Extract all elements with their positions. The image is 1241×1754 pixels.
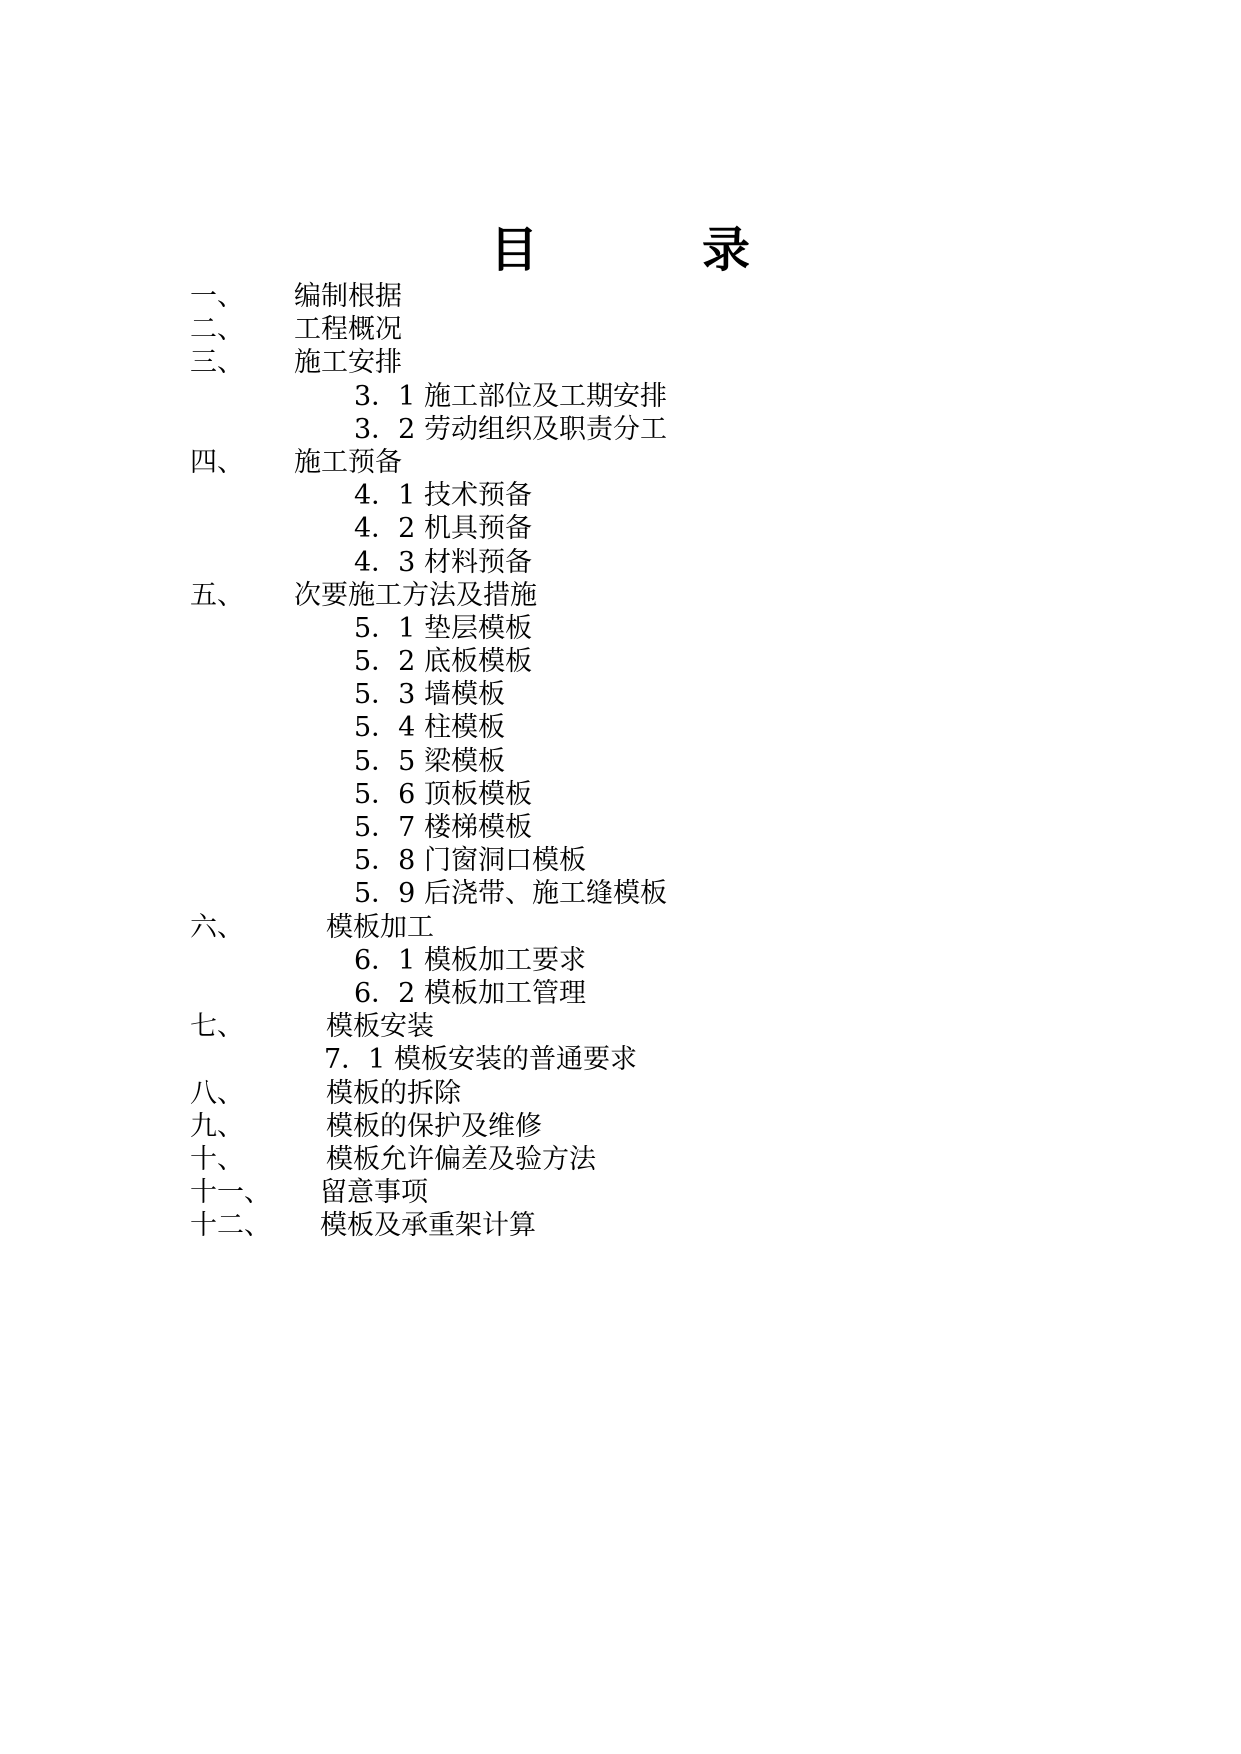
toc-subsection-title: 5．8 门窗洞口模板 xyxy=(354,845,586,877)
toc-section-number: 九、 xyxy=(190,1110,244,1142)
toc-section-title: 施工预备 xyxy=(294,446,402,478)
toc-subsection xyxy=(190,413,1090,446)
toc-section-title: 模板的保护及维修 xyxy=(326,1110,542,1142)
toc-section-title: 施工安排 xyxy=(294,347,402,379)
toc-subsection xyxy=(190,1043,1090,1076)
toc-section-title: 编制根据 xyxy=(294,281,402,312)
toc-section-title: 模板安装 xyxy=(326,1011,434,1043)
toc-section xyxy=(190,346,1090,379)
toc-subsection-title: 5．3 墙模板 xyxy=(354,679,505,711)
toc-subsection xyxy=(190,645,1090,678)
toc-section-number: 十一、 xyxy=(190,1177,271,1209)
toc-subsection-title: 4．1 技术预备 xyxy=(354,480,532,512)
toc-subsection-title: 5．4 柱模板 xyxy=(354,712,505,744)
toc-section-number: 十、 xyxy=(190,1143,244,1175)
toc-section xyxy=(190,313,1090,346)
toc-section-number: 一、 xyxy=(190,281,244,312)
toc-section-number: 十二、 xyxy=(190,1210,271,1242)
toc-subsection xyxy=(190,479,1090,512)
toc-section xyxy=(190,579,1090,612)
toc-section xyxy=(190,446,1090,479)
page-title xyxy=(490,222,770,278)
toc-section xyxy=(190,1209,1090,1242)
toc-subsection xyxy=(190,711,1090,744)
toc-subsection-title: 3．1 施工部位及工期安排 xyxy=(354,380,667,412)
table-of-contents xyxy=(190,280,1090,1242)
title-char-2: 录 xyxy=(702,222,751,278)
toc-subsection-title: 7．1 模板安装的普通要求 xyxy=(324,1044,637,1076)
toc-section xyxy=(190,1143,1090,1176)
toc-subsection xyxy=(190,612,1090,645)
toc-subsection xyxy=(190,678,1090,711)
toc-section xyxy=(190,1010,1090,1043)
toc-section xyxy=(190,911,1090,944)
toc-subsection xyxy=(190,944,1090,977)
toc-section-number: 六、 xyxy=(190,911,244,943)
toc-subsection-title: 5．9 后浇带、施工缝模板 xyxy=(354,878,667,910)
toc-section-number: 五、 xyxy=(190,579,244,611)
toc-subsection-title: 3．2 劳动组织及职责分工 xyxy=(354,413,667,445)
toc-section-number: 八、 xyxy=(190,1077,244,1109)
toc-subsection-title: 4．3 材料预备 xyxy=(354,546,532,578)
toc-section xyxy=(190,280,1090,313)
toc-subsection xyxy=(190,844,1090,877)
toc-section-number: 七、 xyxy=(190,1011,244,1043)
toc-subsection xyxy=(190,512,1090,545)
toc-section-title: 模板允许偏差及验方法 xyxy=(326,1143,596,1175)
toc-subsection xyxy=(190,977,1090,1010)
toc-subsection-title: 6．1 模板加工要求 xyxy=(354,944,586,976)
toc-section-title: 工程概况 xyxy=(294,314,402,346)
toc-subsection xyxy=(190,745,1090,778)
toc-subsection-title: 5．5 梁模板 xyxy=(354,745,505,777)
toc-section-number: 二、 xyxy=(190,314,244,346)
toc-section-title: 次要施工方法及措施 xyxy=(294,579,537,611)
toc-subsection xyxy=(190,546,1090,579)
toc-subsection-title: 5．1 垫层模板 xyxy=(354,612,532,644)
toc-subsection-title: 5．2 底板模板 xyxy=(354,646,532,678)
title-char-1: 目 xyxy=(490,222,539,278)
toc-section-number: 三、 xyxy=(190,347,244,379)
toc-section-title: 模板加工 xyxy=(326,911,434,943)
toc-subsection xyxy=(190,877,1090,910)
toc-section xyxy=(190,1176,1090,1209)
toc-subsection-title: 5．7 楼梯模板 xyxy=(354,812,532,843)
toc-subsection xyxy=(190,811,1090,844)
toc-section-number: 四、 xyxy=(190,446,244,478)
toc-section-title: 模板的拆除 xyxy=(326,1077,461,1109)
toc-subsection-title: 5．6 顶板模板 xyxy=(354,778,532,810)
toc-subsection xyxy=(190,778,1090,811)
toc-section xyxy=(190,1077,1090,1110)
toc-section xyxy=(190,1110,1090,1143)
toc-subsection-title: 4．2 机具预备 xyxy=(354,513,532,545)
toc-section-title: 留意事项 xyxy=(320,1177,428,1209)
toc-section-title: 模板及承重架计算 xyxy=(320,1210,536,1242)
toc-subsection xyxy=(190,380,1090,413)
toc-subsection-title: 6．2 模板加工管理 xyxy=(354,977,586,1009)
